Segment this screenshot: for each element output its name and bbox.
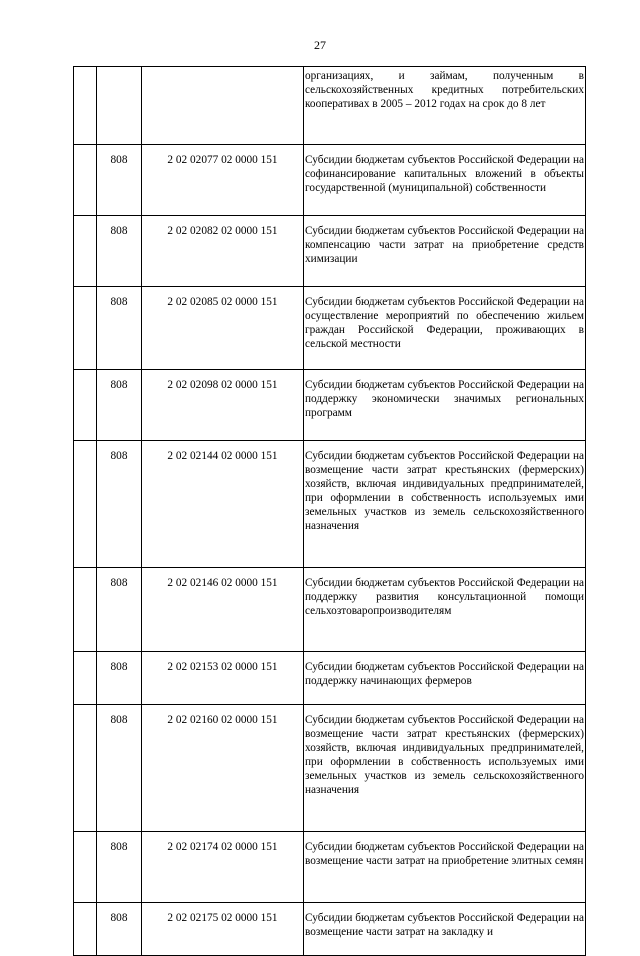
budget-code-cell: 2 02 02077 02 0000 151 — [142, 145, 304, 216]
table-row — [74, 67, 586, 145]
description-cell: организациях, и займам, полученным в сельскохозяйственных кредитных потребительских кооперативах в 2005 – 2012 годах на срок до 8 лет — [304, 67, 586, 145]
admin-code-cell: 808 — [97, 705, 142, 832]
admin-code-cell: 808 — [97, 216, 142, 287]
admin-code-cell: 808 — [97, 568, 142, 652]
description-cell: Субсидии бюджетам субъектов Российской Федерации на поддержку экономически значимых региональных программ — [304, 370, 586, 441]
budget-table — [73, 66, 586, 956]
description-cell: Субсидии бюджетам субъектов Российской Федерации на возмещение части затрат крестьянских (фермерских) хозяйств, включая индивидуальных предпринимателей, при оформлении в собственность используемых ими земельных участков из земель сельскохозяйственного назначения — [304, 705, 586, 832]
admin-code-cell: 808 — [97, 903, 142, 956]
description-cell: Субсидии бюджетам субъектов Российской Федерации на поддержку начинающих фермеров — [304, 652, 586, 705]
row-number-cell — [74, 705, 97, 832]
table-row — [74, 145, 586, 216]
row-number-cell — [74, 903, 97, 956]
budget-code-cell: 2 02 02082 02 0000 151 — [142, 216, 304, 287]
table-row — [74, 216, 586, 287]
description-cell: Субсидии бюджетам субъектов Российской Федерации на компенсацию части затрат на приобретение средств химизации — [304, 216, 586, 287]
row-number-cell — [74, 67, 97, 145]
budget-code-cell: 2 02 02146 02 0000 151 — [142, 568, 304, 652]
admin-code-cell — [97, 67, 142, 145]
budget-code-cell: 2 02 02085 02 0000 151 — [142, 287, 304, 370]
description-cell: Субсидии бюджетам субъектов Российской Федерации на возмещение части затрат крестьянских (фермерских) хозяйств, включая индивидуальных предпринимателей, при оформлении в собственность используемых ими земельных участков из земель сельскохозяйственного назначения — [304, 441, 586, 568]
admin-code-cell: 808 — [97, 145, 142, 216]
table-row — [74, 568, 586, 652]
row-number-cell — [74, 652, 97, 705]
admin-code-cell: 808 — [97, 832, 142, 903]
row-number-cell — [74, 145, 97, 216]
admin-code-cell: 808 — [97, 370, 142, 441]
row-number-cell — [74, 287, 97, 370]
table-row — [74, 441, 586, 568]
admin-code-cell: 808 — [97, 652, 142, 705]
table-row — [74, 705, 586, 832]
budget-code-cell: 2 02 02160 02 0000 151 — [142, 705, 304, 832]
budget-code-cell: 2 02 02098 02 0000 151 — [142, 370, 304, 441]
row-number-cell — [74, 370, 97, 441]
table-row — [74, 903, 586, 956]
row-number-cell — [74, 216, 97, 287]
admin-code-cell: 808 — [97, 287, 142, 370]
table-row — [74, 652, 586, 705]
budget-code-cell: 2 02 02144 02 0000 151 — [142, 441, 304, 568]
budget-code-cell — [142, 67, 304, 145]
description-cell: Субсидии бюджетам субъектов Российской Федерации на софинансирование капитальных вложений в объекты государственной (муниципальной) собственности — [304, 145, 586, 216]
description-cell: Субсидии бюджетам субъектов Российской Федерации на осуществление мероприятий по обеспечению жильем граждан Российской Федерации, проживающих в сельской местности — [304, 287, 586, 370]
budget-code-cell: 2 02 02174 02 0000 151 — [142, 832, 304, 903]
row-number-cell — [74, 832, 97, 903]
description-cell: Субсидии бюджетам субъектов Российской Федерации на возмещение части затрат на закладку и — [304, 903, 586, 956]
budget-code-cell: 2 02 02175 02 0000 151 — [142, 903, 304, 956]
table-row — [74, 370, 586, 441]
table-row — [74, 287, 586, 370]
table-row — [74, 832, 586, 903]
description-cell: Субсидии бюджетам субъектов Российской Федерации на поддержку развития консультационной помощи сельхозтоваропроизводителям — [304, 568, 586, 652]
admin-code-cell: 808 — [97, 441, 142, 568]
description-cell: Субсидии бюджетам субъектов Российской Федерации на возмещение части затрат на приобретение элитных семян — [304, 832, 586, 903]
row-number-cell — [74, 568, 97, 652]
budget-code-cell: 2 02 02153 02 0000 151 — [142, 652, 304, 705]
row-number-cell — [74, 441, 97, 568]
page-number: 27 — [314, 38, 326, 52]
